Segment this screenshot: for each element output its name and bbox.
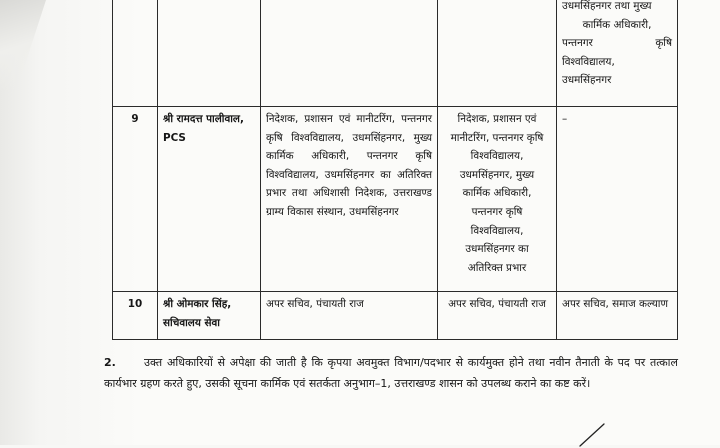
relieved-post-line: कार्मिक अधिकारी,: [462, 187, 532, 200]
new-posting-line: उधमसिंहनगर: [562, 74, 612, 87]
table-row: [113, 107, 678, 292]
name-cell: श्री ओमकार सिंह, सचिवालय सेवा: [158, 292, 261, 340]
table-row: [113, 292, 678, 340]
relieved-post-line: पन्तनगर कृषि: [471, 205, 523, 218]
new-posting-line: विश्वविद्यालय,: [562, 55, 615, 68]
relieved-post-line: निदेशक, प्रशासन एवं: [457, 113, 537, 125]
serial-cell: [113, 0, 158, 107]
name-cell: [158, 0, 261, 107]
relieved-post-line: विश्वविद्यालय,: [470, 150, 524, 163]
signature-stroke: [578, 418, 608, 448]
current-post-cell: अपर सचिव, पंचायती राज: [261, 292, 438, 340]
table-row: [113, 0, 678, 107]
relieved-post-line: उधमसिंहनगर, मुख्य: [459, 168, 535, 181]
serial-cell: 10: [113, 292, 158, 340]
current-post-cell: निदेशक, प्रशासन एवं मानीटरिंग, पन्तनगर कृषि विश्वविद्यालय, उधमसिंहनगर, मुख्य कार्मिक अधिकारी, पन्तनगर कृषि विश्वविद्यालय, उधमसिंहनगर का अतिरिक्त प्रभार तथा अधिशासी निदेशक, उत्तराखण्ड ग्राम्य विकास संस्थान, उधमसिंहनगर: [261, 107, 438, 292]
relieved-post-cell: [438, 107, 557, 292]
posting-table: [112, 0, 678, 340]
paragraph-text: उक्त अधिकारियों से अपेक्षा की जाती है कि कृपया अवमुक्त विभाग/पदभार से कार्यमुक्त होने तथा नवीन तैनाती के पद पर तत्काल कार्यभार ग्रहण करते हुए, उसकी सूचना कार्मिक एवं सतर्कता अनुभाग–1, उत्तराखण्ड शासन को उपलब्ध कराने का कष्ट करें।: [104, 356, 678, 390]
instruction-paragraph: [104, 352, 678, 394]
relieved-post-line: विश्वविद्यालय,: [470, 224, 524, 237]
relieved-post-cell: [438, 0, 557, 107]
relieved-post-cell: अपर सचिव, पंचायती राज: [438, 292, 557, 340]
current-post-cell: [261, 0, 438, 107]
relieved-post-line: अतिरिक्त प्रभार: [467, 261, 527, 274]
page-fold-shadow: [0, 0, 46, 90]
relieved-post-line: मानीटरिंग, पन्तनगर कृषि: [450, 131, 544, 144]
relieved-post-line: उधमसिंहनगर का: [465, 243, 529, 256]
serial-cell: 9: [113, 107, 158, 292]
name-cell: श्री रामदत्त पालीवाल, PCS: [158, 107, 261, 292]
new-posting-line: उधमसिंहनगर तथा मुख्य: [562, 0, 652, 12]
new-posting-cell: [557, 0, 678, 107]
paragraph-number: 2.: [104, 356, 116, 369]
new-posting-cell: –: [557, 107, 678, 292]
new-posting-line: कार्मिक अधिकारी,: [582, 18, 652, 31]
new-posting-line: पन्तनगर कृषि: [562, 37, 672, 50]
new-posting-cell: अपर सचिव, समाज कल्याण: [557, 292, 678, 340]
